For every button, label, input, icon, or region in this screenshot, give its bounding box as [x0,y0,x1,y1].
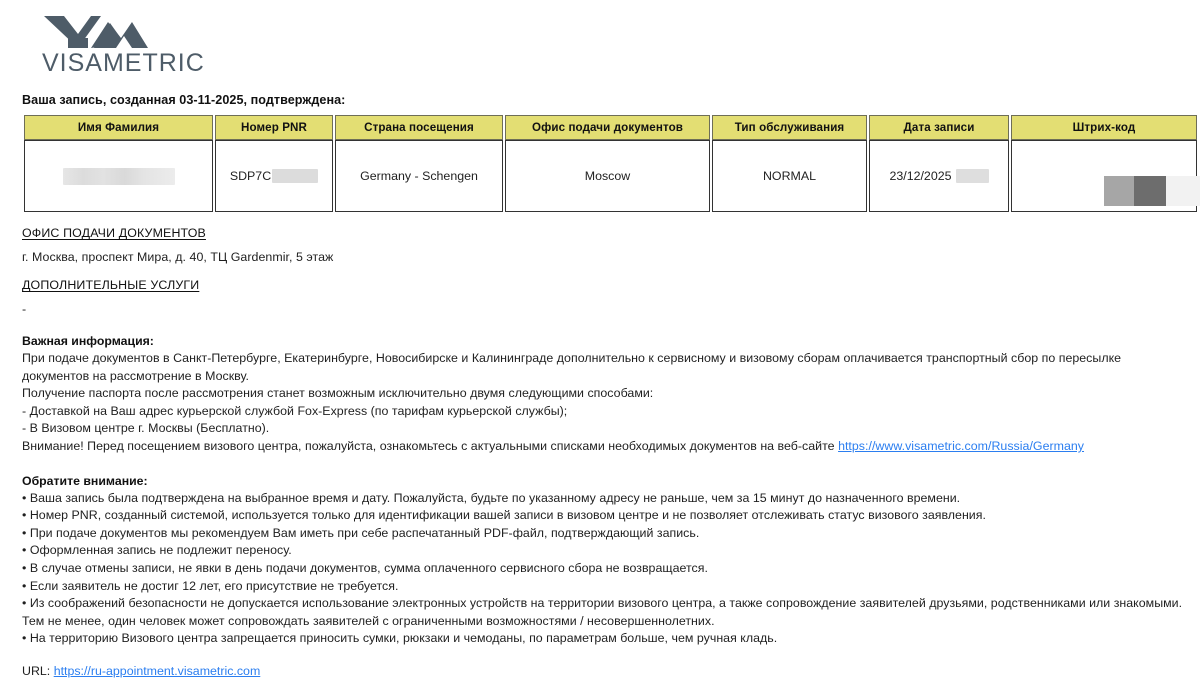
header-pnr: Номер PNR [215,115,333,140]
redacted-name-block [63,168,175,185]
pnr-value: SDP7C [229,168,272,183]
brand-wordmark: VISAMETRIC [42,49,205,77]
cell-country: Germany - Schengen [335,140,503,212]
redacted-pnr-block [272,169,318,183]
extra-services-value: - [22,302,27,316]
redacted-time-block [956,169,989,183]
visametric-website-link[interactable]: https://www.visametric.com/Russia/Germany [838,438,1085,453]
note-item: • На территорию Визового центра запрещается приносить сумки, рюкзаки и чемоданы, по параметрам больше, чем ручная кладь. [22,631,778,646]
extra-services-title: ДОПОЛНИТЕЛЬНЫЕ УСЛУГИ [22,278,200,292]
attention-text: Внимание! Перед посещением визового центра, пожалуйста, ознакомьтесь с актуальными списками необходимых документов на веб-сайте [22,438,839,453]
important-info-line-3: - Доставкой на Ваш адрес курьерской службой Fox-Express (по тарифам курьерской службы); [22,403,568,418]
important-info-heading: Важная информация: [22,334,154,348]
office-address: г. Москва, проспект Мира, д. 40, ТЦ Gardenmir, 5 этаж [22,250,334,264]
note-item: • Если заявитель не достиг 12 лет, его присутствие не требуется. [22,578,399,593]
note-item: • Ваша запись была подтверждена на выбранное время и дату. Пожалуйста, будьте по указанному адресу не раньше, чем за 15 минут до назначенного времени. [22,490,961,505]
header-service: Тип обслуживания [712,115,867,140]
cell-barcode [1011,140,1197,212]
header-name: Имя Фамилия [24,115,213,140]
header-barcode: Штрих-код [1011,115,1197,140]
cell-appointment-date [869,140,1009,212]
visametric-vm-logo-icon [44,16,148,50]
note-item: • Номер PNR, созданный системой, используется только для идентификации вашей записи в визовом центре и не позволяет отслеживать статус визового заявления. [22,508,986,523]
important-info-attention [22,438,1186,456]
important-info-block [22,334,1186,456]
office-section-title: ОФИС ПОДАЧИ ДОКУМЕНТОВ [22,226,206,240]
office-section [22,226,1186,264]
extra-services-section [22,278,1186,316]
header-country: Страна посещения [335,115,503,140]
confirmation-intro-text: Ваша запись, созданная 03-11-2025, подтверждена: [22,93,346,107]
important-info-line-1: При подаче документов в Санкт-Петербурге, Екатеринбурге, Новосибирске и Калининграде дополнительно к сервисному и визовому сборам оплачивается транспортный сбор по пересылке документов на рассмотрение в Москву. [22,351,1122,383]
note-item: • Из соображений безопасности не допускается использование электронных устройств на территории визового центра, а также сопровождение заявителей друзьями, родственниками или знакомыми. Тем не менее, один человек может сопровождать заявителей с ограниченными возможностями / несовершеннолетних. [22,596,1183,628]
note-item: • В случае отмены записи, не явки в день подачи документов, сумма оплаченного сервисного сбора не возвращается. [22,560,708,575]
booking-details-table [22,115,1199,212]
footer-url-line [22,664,1186,678]
important-info-line-2: Получение паспорта после рассмотрения станет возможным исключительно двумя следующими способами: [22,386,654,401]
note-heading: Обратите внимание: [22,473,148,488]
table-row [24,140,1197,212]
note-block [22,474,1186,648]
header-office: Офис подачи документов [505,115,710,140]
note-item: • При подаче документов мы рекомендуем Вам иметь при себе распечатанный PDF-файл, подтверждающий запись. [22,525,700,540]
cell-name [24,140,213,212]
brand-logo [22,0,1186,76]
table-header-row [24,115,1197,140]
cell-pnr [215,140,333,212]
cell-office: Moscow [505,140,710,212]
note-item: • Оформленная запись не подлежит переносу. [22,543,292,558]
important-info-line-4: - В Визовом центре г. Москвы (Бесплатно). [22,421,270,436]
url-label: URL: [22,663,51,678]
cell-service-type: NORMAL [712,140,867,212]
header-date: Дата записи [869,115,1009,140]
appointment-date-value: 23/12/2025 [889,168,952,183]
appointment-portal-link[interactable]: https://ru-appointment.visametric.com [53,663,261,678]
